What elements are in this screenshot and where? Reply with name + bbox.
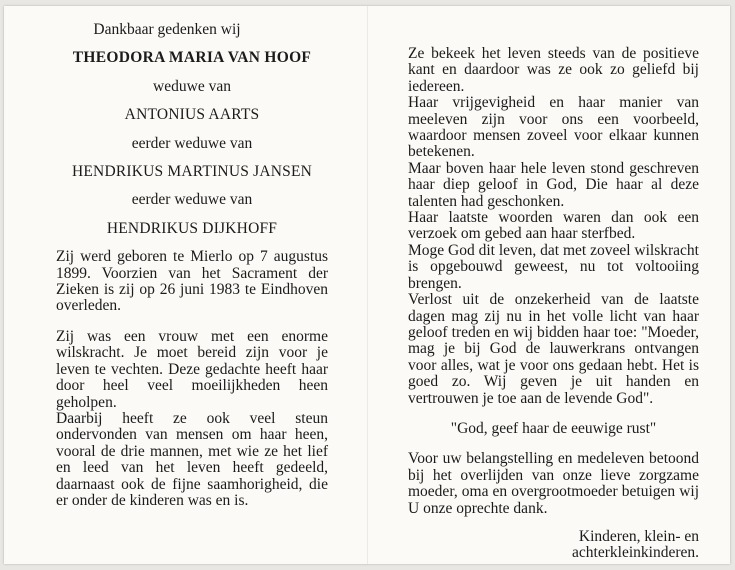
signature-line-1: Kinderen, klein- en <box>578 527 699 545</box>
spouse-name-3: HENDRIKUS DIJKHOFF <box>106 219 278 237</box>
last-words-paragraph: Haar laatste woorden waren dan ook een verzoek om gebed aan haar sterfbed. <box>408 209 699 243</box>
left-column <box>56 22 328 509</box>
right-column <box>408 46 699 562</box>
support-paragraph: Daarbij heeft ze ook veel steun ondervonden van mensen om haar heen, vooral de drie mannen, met wie ze het lief en leed van het leven heeft gedeeld, daarnaast ook de fijne saamhorigheid, die er onder de kinderen was en is. <box>56 409 328 509</box>
signature-line-2: achterkleinkinderen. <box>572 544 699 562</box>
deceased-name: THEODORA MARIA VAN HOOF <box>72 49 312 67</box>
willpower-paragraph: Zij was een vrouw met een enorme wilskracht. Je moet bereid zijn voor je leven te vechten. Deze gedachte heeft haar door heel veel moeilijkheden heen geholpen. <box>56 327 328 411</box>
faith-paragraph: Maar boven haar hele leven stond geschreven haar diep geloof in God, Die haar al deze talenten had geschonken. <box>408 159 699 210</box>
birth-death-paragraph: Zij werd geboren te Mierlo op 7 augustus 1899. Voorzien van het Sacrament der Zieken is zij op 26 juni 1983 te Eindhoven overleden. <box>56 248 328 315</box>
completion-paragraph: Moge God dit leven, dat met zoveel wilskracht is opgebouwd geweest, nu tot voltooiing brengen. <box>408 241 699 292</box>
card-fold <box>367 6 368 564</box>
thanks-paragraph: Voor uw belangstelling en medeleven betoond bij het overlijden van onze lieve zorgzame moeder, oma en overgrootmoeder betuigen wij U onze oprechte dank. <box>408 450 699 517</box>
relation-line-2: eerder weduwe van <box>131 134 253 152</box>
generosity-paragraph: Haar vrijgevigheid en haar manier van meeleven zijn voor ons een voorbeeld, waardoor mensen zoveel voor elkaar kunnen betekenen. <box>408 94 699 161</box>
positive-paragraph: Ze bekeek het leven steeds van de positieve kant en daardoor was ze ook zo geliefd bij iedereen. <box>408 45 699 95</box>
intro-line: Dankbaar gedenken wij <box>93 21 241 38</box>
spouse-name-2: HENDRIKUS MARTINUS JANSEN <box>71 163 313 181</box>
spouse-name-1: ANTONIUS AARTS <box>124 106 260 124</box>
prayer-paragraph: Verlost uit de onzekerheid van de laatste dagen mag zij nu in het volle licht van haar geloof treden en wij bidden haar toe: "Moeder, mag je bij God de lauwerkrans ontvangen voor alles, wat je voor ons gedaan hebt. Het is goed zo. Wij geven je uit handen en vertrouwen je toe aan de levende God". <box>408 291 699 407</box>
relation-line-1: weduwe van <box>153 77 231 95</box>
relation-line-3: eerder weduwe van <box>131 191 253 209</box>
rest-prayer: "God, geef haar de eeuwige rust" <box>450 419 657 437</box>
